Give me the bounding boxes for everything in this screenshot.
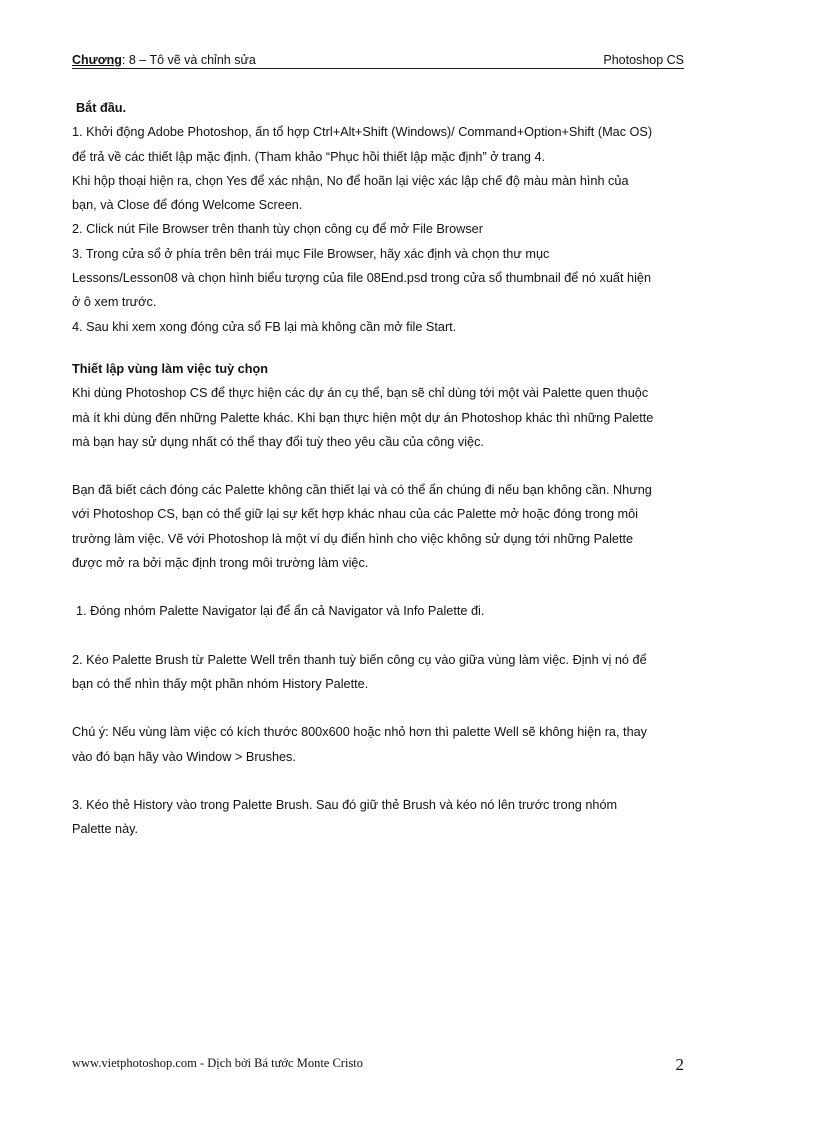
footer-credit: www.vietphotoshop.com - Dịch bởi Bá tước Monte Cristo	[72, 1056, 364, 1070]
paragraph-line: mà ít khi dùng đến những Palette khác. Khi bạn thực hiện một dự án Photoshop khác thì những Palette	[72, 410, 654, 425]
paragraph-line: Chú ý: Nếu vùng làm việc có kích thước 800x600 hoặc nhỏ hơn thì palette Well sẽ không hiện ra, thay	[72, 725, 648, 740]
page-number: 2	[675, 1055, 684, 1074]
chapter-text: : 8 – Tô vẽ và chỉnh sửa	[121, 53, 256, 67]
paragraph-line: 1. Đóng nhóm Palette Navigator lại để ẩn cả Navigator và Info Palette đi.	[76, 604, 485, 619]
section-heading-workspace: Thiết lập vùng làm việc tuỳ chọn	[72, 361, 268, 376]
paragraph-line: bạn có thể nhìn thấy một phần nhóm History Palette.	[72, 676, 369, 691]
paragraph-line: Khi dùng Photoshop CS để thực hiện các dự án cụ thể, bạn sẽ chỉ dùng tới một vài Palette quen thuộc	[72, 386, 649, 401]
paragraph-line: Khi hộp thoại hiện ra, chọn Yes để xác nhận, No để hoãn lại việc xác lập chế độ màu màn hình của	[72, 173, 629, 188]
paragraph-line: bạn, và Close để đóng Welcome Screen.	[72, 198, 303, 213]
chapter-label: Chương	[72, 53, 122, 67]
paragraph-line: ở ô xem trước.	[72, 295, 157, 310]
paragraph-line: Bạn đã biết cách đóng các Palette không cần thiết lại và có thể ẩn chúng đi nếu bạn không cần. Nhưng	[72, 483, 652, 498]
paragraph-line: 4. Sau khi xem xong đóng cửa sổ FB lại mà không cần mở file Start.	[72, 319, 457, 334]
chapter-title	[72, 52, 256, 68]
paragraph-line: 2. Click nút File Browser trên thanh tùy chọn công cụ để mở File Browser	[72, 222, 483, 237]
page-header	[72, 52, 684, 69]
paragraph-line: mà bạn hay sử dụng nhất có thể thay đổi tuỳ theo yêu cầu của công việc.	[72, 434, 484, 449]
section-heading-start: Bắt đầu.	[76, 101, 127, 115]
paragraph-line: trường làm việc. Vẽ với Photoshop là một ví dụ điển hình cho việc không sử dụng tới những Palette	[72, 531, 634, 546]
product-name: Photoshop CS	[603, 53, 684, 67]
paragraph-line: vào đó bạn hãy vào Window > Brushes.	[72, 749, 296, 764]
paragraph-line: 3. Trong cửa sổ ở phía trên bên trái mục File Browser, hãy xác định và chọn thư mục	[72, 246, 550, 261]
paragraph-line: 3. Kéo thẻ History vào trong Palette Brush. Sau đó giữ thẻ Brush và kéo nó lên trước trong nhóm	[72, 797, 618, 812]
paragraph-line: để trả về các thiết lập mặc định. (Tham khảo “Phục hồi thiết lập mặc định” ở trang 4.	[72, 149, 546, 164]
paragraph-line: Lessons/Lesson08 và chọn hình biểu tượng của file 08End.psd trong cửa sổ thumbnail để nó xuất hiện	[72, 271, 652, 286]
paragraph-line: 1. Khởi động Adobe Photoshop, ấn tổ hợp Ctrl+Alt+Shift (Windows)/ Command+Option+Shift (Mac OS)	[72, 125, 653, 140]
paragraph-line: Palette này.	[72, 822, 139, 837]
paragraph-line: được mở ra bởi mặc định trong môi trường làm việc.	[72, 556, 369, 571]
paragraph-line: với Photoshop CS, bạn có thể giữ lại sự kết hợp khác nhau của các Palette mở hoặc đóng trong môi	[72, 507, 638, 522]
paragraph-line: 2. Kéo Palette Brush từ Palette Well trên thanh tuỳ biến công cụ vào giữa vùng làm việc. Định vị nó để	[72, 652, 647, 667]
document-body	[72, 96, 687, 841]
